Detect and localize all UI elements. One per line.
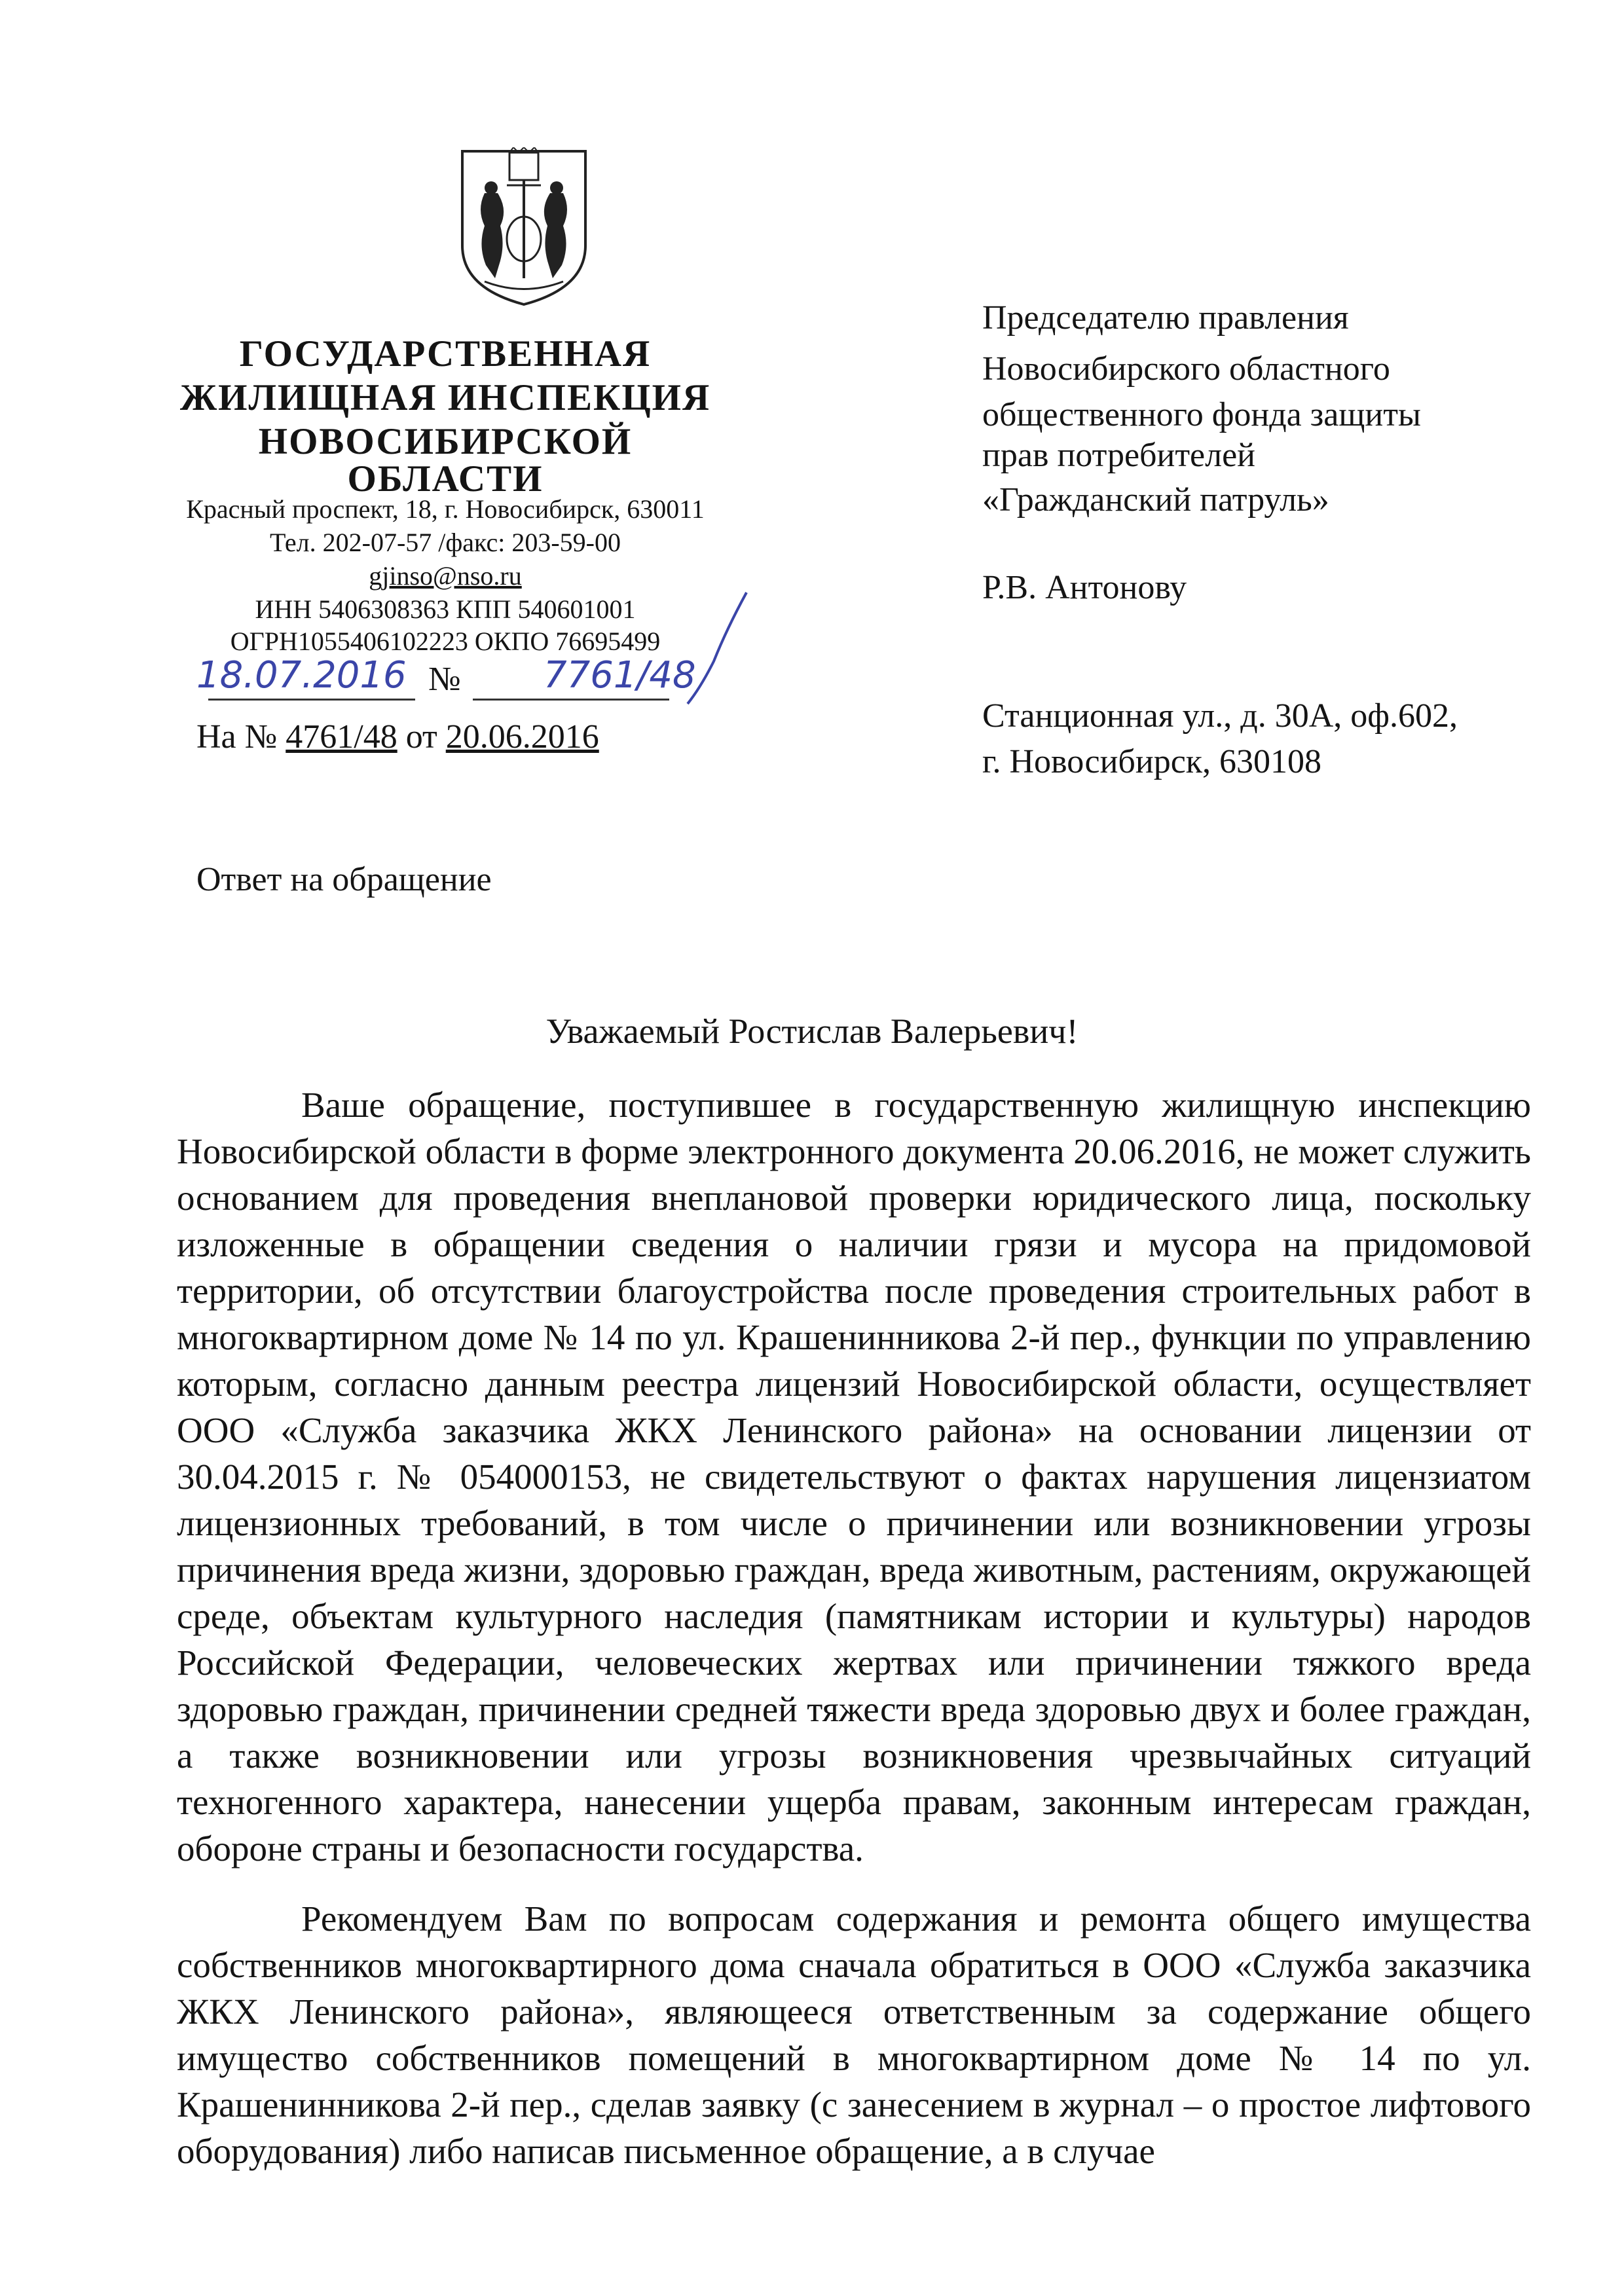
recipient-address-line-2: г. Новосибирск, 630108 <box>982 743 1322 780</box>
letter-greeting: Уважаемый Ростислав Валерьевич! <box>545 1011 1079 1051</box>
recipient-line-4: прав потребителей <box>982 437 1255 474</box>
org-name-line-2: ЖИЛИЩНАЯ ИНСПЕКЦИЯ <box>179 377 711 418</box>
reference-prefix: На № <box>196 718 278 756</box>
sender-email[interactable]: gjinso@nso.ru <box>369 561 522 591</box>
reference-from-label: от <box>405 718 437 756</box>
org-name-line-3: НОВОСИБИРСКОЙ ОБЛАСТИ <box>258 421 633 500</box>
coat-of-arms-emblem <box>458 147 589 308</box>
reference-number: 4761/48 <box>286 718 397 756</box>
sender-phone: Тел. 202-07-57 /факс: 203-59-00 <box>270 528 621 557</box>
reg-date-underline <box>208 699 415 701</box>
handwritten-stroke-mark <box>674 589 753 707</box>
letter-subject: Ответ на обращение <box>196 861 492 898</box>
recipient-address-line-1: Станционная ул., д. 30А, оф.602, <box>982 697 1458 735</box>
recipient-line-3: общественного фонда защиты <box>982 396 1421 433</box>
reg-number-label: № <box>428 661 461 698</box>
body-paragraph-1: Ваше обращение, поступившее в государственную жилищную инспекцию Новосибирской области в форме электронного документа 20.06.2016, не может служить основанием для проведения внеплановой проверки юридического лица, поскольку изложенные в обращении сведения о наличии грязи и мусора на придомовой территории, об отсутствии благоустройства после проведения строительных работ в многоквартирном доме № 14 по ул. Крашенинникова 2-й пер., функции по управлению которым, согласно данным реестра лицензий Новосибирской области, осуществляет ООО «Служба заказчика ЖКХ Ленинского района» на основании лицензии от 30.04.2015 г. № 054000153, не свидетельствуют о фактах нарушения лицензиатом лицензионных требований, в том числе о причинении или возникновении угрозы причинения вреда жизни, здоровью граждан, вреда животным, растениям, окружающей среде, объектам культурного наследия (памятникам истории и культуры) народов Российской Федерации, человеческих жертвах или причинении тяжкого вреда здоровью граждан, причинении средней тяжести вреда здоровью двух и более граждан, а также возникновении или угрозы возникновения чрезвычайных ситуаций техногенного характера, нанесении ущерба правам, законным интересам граждан, обороне страны и безопасности государства. <box>177 1085 1531 1868</box>
recipient-line-1: Председателю правления <box>982 299 1349 337</box>
sender-address: Красный проспект, 18, г. Новосибирск, 630011 <box>186 494 705 524</box>
recipient-line-2: Новосибирского областного <box>982 350 1390 388</box>
reg-number-underline <box>473 699 669 701</box>
sender-ogrn-okpo: ОГРН1055406102223 ОКПО 76695499 <box>230 627 661 656</box>
reg-date-handwritten: 18.07.2016 <box>196 654 407 697</box>
recipient-name: Р.В. Антонову <box>982 569 1187 606</box>
reference-line <box>196 720 599 754</box>
org-name-line-1: ГОСУДАРСТВЕННАЯ <box>239 333 652 374</box>
reg-number-handwritten: 7761/48 <box>544 654 696 697</box>
reference-date: 20.06.2016 <box>445 718 599 756</box>
sender-inn-kpp: ИНН 5406308363 КПП 540601001 <box>255 594 636 624</box>
body-paragraph-2: Рекомендуем Вам по вопросам содержания и ремонта общего имущества собственников многоквартирного дома сначала обратиться в ООО «Служба заказчика ЖКХ Ленинского района», являющееся ответственным за содержание общего имущество собственников помещений в многоквартирном доме № 14 по ул. Крашенинникова 2-й пер., сделав заявку (с занесением в журнал – о простое лифтового оборудования) либо написав письменное обращение, а в случае <box>177 1899 1531 2171</box>
recipient-line-5: «Гражданский патруль» <box>982 481 1329 519</box>
